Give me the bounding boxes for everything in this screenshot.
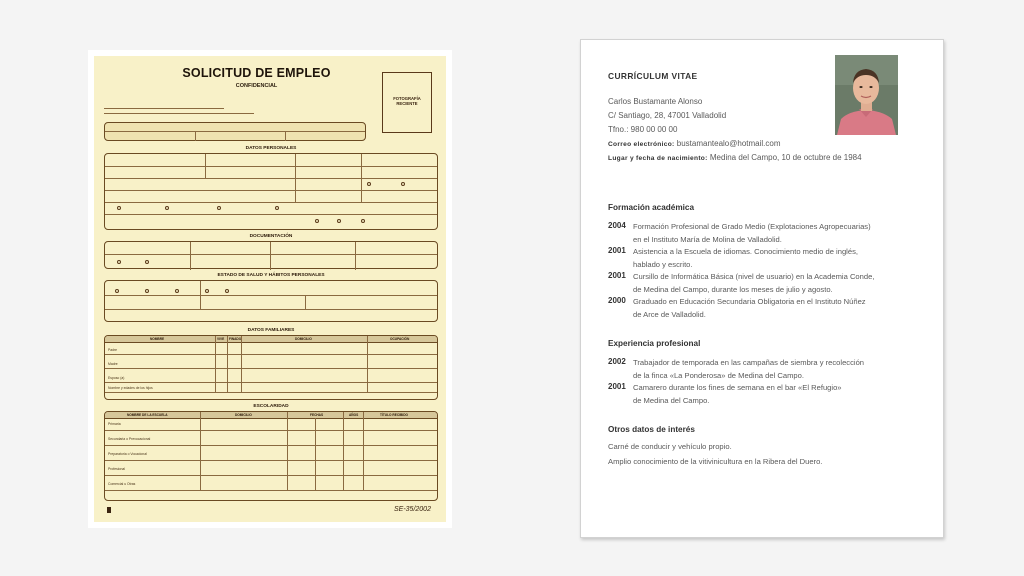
school-header: FECHAS [310, 413, 324, 417]
cv-exp-line: de Medina del Campo. [633, 396, 710, 405]
cv-birth: Medina del Campo, 10 de octubre de 1984 [709, 153, 862, 162]
cv-edu-entry [633, 295, 866, 321]
school-row-label: Primaria [108, 422, 121, 426]
family-table [104, 335, 438, 400]
cv-edu-line: de Medina del Campo, durante los meses de julio y agosto. [633, 285, 833, 294]
family-header: NOMBRE [150, 337, 165, 341]
cv-section-other: Otros datos de interés [608, 425, 695, 434]
school-header: DOMICILIO [235, 413, 252, 417]
form-code: SE-35/2002 [394, 506, 431, 513]
cv-other-item: Carné de conducir y vehículo propio. [608, 442, 732, 451]
section-health: ESTADO DE SALUD Y HÁBITOS PERSONALES [217, 273, 325, 278]
curriculum-vitae-page [580, 39, 944, 538]
cv-edu-line: Cursillo de Informática Básica (nivel de usuario) en la Academia Conde, [633, 272, 875, 281]
cv-other-item: Amplio conocimiento de la vitivinicultura en la Ribera del Duero. [608, 457, 823, 466]
form-subtitle: CONFIDENCIAL [235, 83, 278, 89]
employment-application-image [88, 50, 452, 528]
family-row-label: Esposo (a) [108, 376, 125, 380]
school-row-label: Comercial u Otras [108, 482, 136, 486]
cv-exp-line: Trabajador de temporada en las campañas de siembra y recolección [633, 358, 865, 367]
cv-exp-line: Camarero durante los fines de semana en el bar «El Refugio» [633, 383, 842, 392]
family-header: OCUPACIÓN [390, 337, 410, 341]
cv-edu-line: Asistencia a la Escuela de idiomas. Conocimiento medio de inglés, [633, 247, 858, 256]
school-row-label: Secundaria o Prevocacional [108, 437, 151, 441]
cv-exp-year: 2002 [608, 357, 626, 366]
school-header: AÑOS [349, 413, 359, 417]
cv-email-label: Correo electrónico: [608, 141, 675, 148]
cv-section-education: Formación académica [608, 203, 695, 212]
cv-title: CURRÍCULUM VITAE [608, 71, 698, 81]
cv-exp-entry [633, 356, 864, 382]
cv-edu-line: hablado y escrito. [633, 260, 693, 269]
cv-edu-year: 2001 [608, 271, 626, 280]
cv-exp-entry [633, 381, 842, 407]
family-header: DOMICILIO [295, 337, 312, 341]
section-personal: DATOS PERSONALES [245, 146, 297, 151]
cv-phone: Tfno.: 980 00 00 00 [608, 125, 678, 134]
cv-birth-label: Lugar y fecha de nacimiento: [608, 155, 708, 162]
portrait-image [835, 55, 898, 135]
cv-edu-line: Graduado en Educación Secundaria Obligatoria en el Instituto Núñez [633, 297, 866, 306]
section-school: ESCOLARIDAD [253, 404, 289, 409]
school-header: TÍTULO RECIBIDO [380, 413, 408, 417]
portrait-photo [835, 55, 898, 135]
cv-exp-year: 2001 [608, 382, 626, 391]
docs-box [104, 241, 438, 269]
cv-edu-year: 2004 [608, 221, 626, 230]
cv-edu-year: 2000 [608, 296, 626, 305]
personal-box [104, 153, 438, 230]
cv-birth-row [608, 153, 862, 162]
cv-exp-line: de la finca «La Ponderosa» de Medina del Campo. [633, 371, 804, 380]
cv-email-row [608, 139, 781, 148]
photo-box [382, 72, 432, 133]
school-row-label: Profesional [108, 467, 125, 471]
cv-edu-line: de Arce de Valladolid. [633, 310, 706, 319]
intro-line [104, 108, 224, 109]
cv-edu-entry [633, 270, 874, 296]
family-row-label: Madre [108, 362, 118, 366]
cv-edu-year: 2001 [608, 246, 626, 255]
school-header: NOMBRE DE LA ESCUELA [127, 413, 168, 417]
school-table [104, 411, 438, 501]
family-row-label: Padre [108, 348, 118, 352]
section-family: DATOS FAMILIARES [247, 328, 295, 333]
cv-email: bustamantealo@hotmail.com [676, 139, 781, 148]
family-header: FINADO [229, 337, 242, 341]
intro-line [104, 113, 254, 114]
cv-section-experience: Experiencia profesional [608, 339, 701, 348]
cv-edu-line: en el Instituto María de Molina de Valladolid. [633, 235, 782, 244]
position-box [104, 122, 366, 141]
health-box [104, 280, 438, 322]
cv-address: C/ Santiago, 28, 47001 Valladolid [608, 111, 727, 120]
cv-edu-entry [633, 220, 871, 246]
school-row-label: Preparatoria o Vocacional [108, 452, 147, 456]
cv-name: Carlos Bustamante Alonso [608, 97, 703, 106]
section-docs: DOCUMENTACIÓN [249, 234, 293, 239]
family-row-label: Nombre y edades de los hijos [108, 386, 153, 390]
form-paper [94, 56, 446, 522]
photo-label: FOTOGRAFÍA RECIENTE [393, 96, 421, 106]
cv-edu-line: Formación Profesional de Grado Medio (Explotaciones Agropecuarias) [633, 222, 871, 231]
form-title: SOLICITUD DE EMPLEO [182, 66, 331, 80]
cv-edu-entry [633, 245, 858, 271]
form-badge [107, 507, 111, 513]
family-header: VIVE [217, 337, 225, 341]
